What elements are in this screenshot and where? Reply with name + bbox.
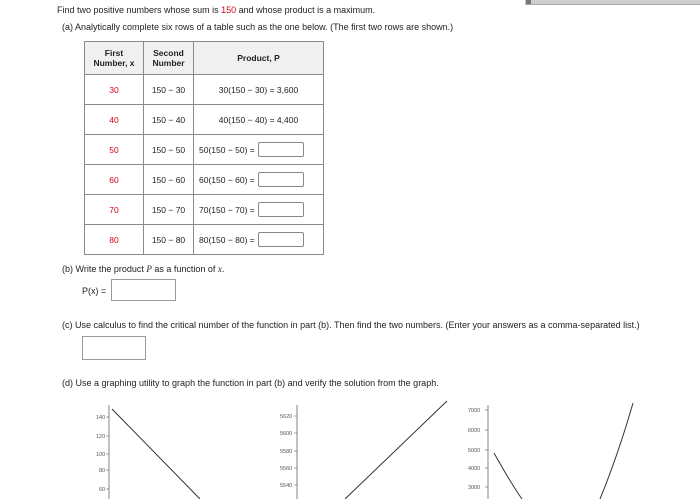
problem-text-start: Find two positive numbers whose sum is bbox=[57, 5, 222, 15]
row-second: 150 − 80 bbox=[144, 225, 194, 255]
graph3-tick: 6000 bbox=[468, 428, 481, 434]
row-second: 150 − 40 bbox=[144, 105, 194, 135]
header-second-number: Second Number bbox=[144, 42, 194, 75]
graph-options bbox=[0, 395, 700, 499]
graph3-curve-right bbox=[600, 403, 633, 499]
table-row bbox=[85, 75, 324, 105]
header-first-number-line2: Number, x bbox=[93, 58, 135, 68]
sum-value: 150 bbox=[221, 5, 237, 15]
row-product: 50(150 − 50) = bbox=[194, 135, 324, 165]
table-row bbox=[85, 135, 324, 165]
header-first-number: First Number, x bbox=[85, 42, 144, 75]
graph1-tick: 80 bbox=[99, 468, 106, 474]
row-x: 60 bbox=[85, 165, 144, 195]
row-x: 30 bbox=[85, 75, 144, 105]
graph3-curve-left bbox=[494, 453, 522, 499]
graph2-tick: 5540 bbox=[280, 483, 293, 489]
row-product: 60(150 − 60) = bbox=[194, 165, 324, 195]
graph-option-2[interactable] bbox=[280, 401, 447, 499]
graph2-tick: 5600 bbox=[280, 431, 293, 437]
product-answer-input[interactable] bbox=[258, 232, 304, 247]
table-row bbox=[85, 165, 324, 195]
graph2-tick: 5560 bbox=[280, 466, 293, 472]
graph2-curve bbox=[345, 401, 447, 499]
critical-numbers-input[interactable] bbox=[82, 336, 146, 360]
row-second: 150 − 60 bbox=[144, 165, 194, 195]
graph2-tick: 5620 bbox=[280, 414, 293, 420]
graph1-tick: 140 bbox=[96, 415, 106, 421]
graph1-tick: 120 bbox=[96, 434, 106, 440]
product-answer-input[interactable] bbox=[258, 172, 304, 187]
scroll-knob bbox=[526, 0, 531, 4]
row-x: 80 bbox=[85, 225, 144, 255]
product-table bbox=[84, 41, 324, 255]
graph1-curve bbox=[112, 409, 200, 499]
graph-option-3[interactable] bbox=[468, 403, 633, 499]
row-second: 150 − 30 bbox=[144, 75, 194, 105]
graph2-tick: 5580 bbox=[280, 449, 293, 455]
row-product: 40(150 − 40) = 4,400 bbox=[194, 105, 324, 135]
part-a-instruction: (a) Analytically complete six rows of a table such as the one below. (The first two rows are shown.) bbox=[62, 22, 454, 32]
scroll-indicator bbox=[525, 0, 700, 5]
graph-option-1[interactable] bbox=[96, 405, 200, 499]
row-second: 150 − 70 bbox=[144, 195, 194, 225]
row-product: 30(150 − 30) = 3,600 bbox=[194, 75, 324, 105]
row-x: 40 bbox=[85, 105, 144, 135]
row-x: 50 bbox=[85, 135, 144, 165]
graph1-tick: 100 bbox=[96, 452, 106, 458]
graph3-tick: 4000 bbox=[468, 466, 481, 472]
problem-statement bbox=[57, 5, 375, 15]
graph3-tick: 7000 bbox=[468, 408, 481, 414]
row-second: 150 − 50 bbox=[144, 135, 194, 165]
graph1-tick: 60 bbox=[99, 487, 106, 493]
product-answer-input[interactable] bbox=[258, 202, 304, 217]
row-product: 80(150 − 80) = bbox=[194, 225, 324, 255]
product-answer-input[interactable] bbox=[258, 142, 304, 157]
problem-text-end: and whose product is a maximum. bbox=[236, 5, 376, 15]
table-row bbox=[85, 225, 324, 255]
graph3-tick: 3000 bbox=[468, 485, 481, 491]
px-answer-input[interactable] bbox=[111, 279, 176, 301]
part-d-instruction: (d) Use a graphing utility to graph the function in part (b) and verify the solution from the graph. bbox=[62, 378, 439, 388]
table-row bbox=[85, 195, 324, 225]
table-row bbox=[85, 105, 324, 135]
px-label: P(x) = bbox=[82, 286, 107, 296]
part-b-instruction: (b) Write the product P as a function of x. bbox=[62, 264, 225, 274]
table-header-row bbox=[85, 42, 324, 75]
header-product: Product, P bbox=[194, 42, 324, 75]
graph3-tick: 5000 bbox=[468, 448, 481, 454]
part-c-instruction: (c) Use calculus to find the critical number of the function in part (b). Then find the two numbers. (Enter your answers as a comma-separated list.) bbox=[62, 320, 640, 330]
row-x: 70 bbox=[85, 195, 144, 225]
row-product: 70(150 − 70) = bbox=[194, 195, 324, 225]
